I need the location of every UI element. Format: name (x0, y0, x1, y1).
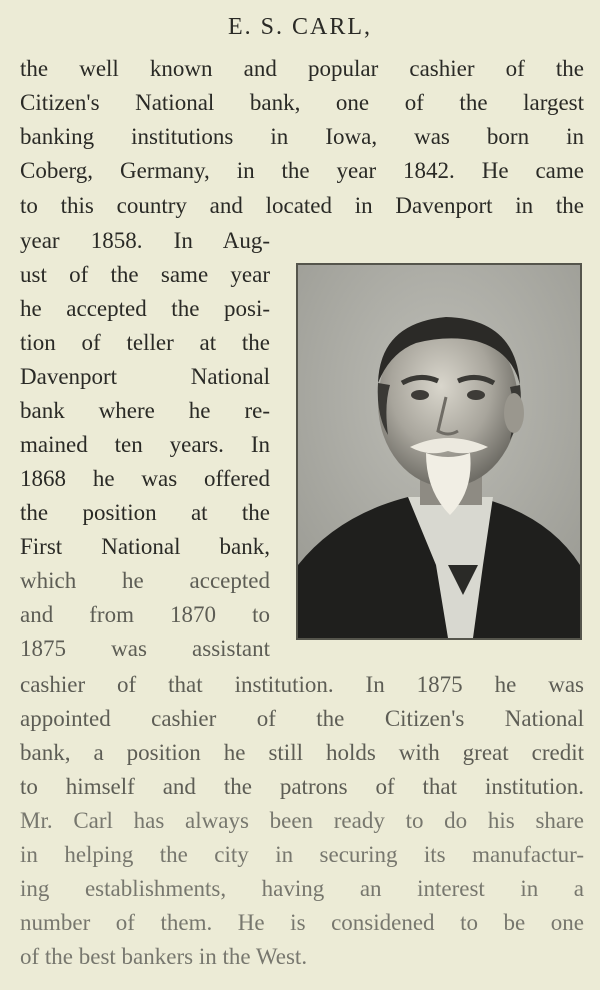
text-line: appointed cashier of the Citizen's National (20, 706, 584, 731)
text-line: mained ten years. In (20, 432, 270, 457)
text-line: in helping the city in securing its manufactur- (20, 842, 584, 867)
text-line: to himself and the patrons of that institution. (20, 774, 584, 799)
text-line: Mr. Carl has always been ready to do his share (20, 808, 584, 833)
text-line: which he accepted (20, 568, 270, 593)
text-line: tion of teller at the (20, 330, 270, 355)
text-line: bank where he re- (20, 398, 270, 423)
text-line: number of them. He is considened to be one (20, 910, 584, 935)
text-line: ust of the same year (20, 262, 270, 287)
text-line: Davenport National (20, 364, 270, 389)
text-line: bank, a position he still holds with great credit (20, 740, 584, 765)
text-line: First National bank, (20, 534, 270, 559)
text-line: ing establishments, having an interest in a (20, 876, 584, 901)
text-line: Citizen's National bank, one of the largest (20, 90, 584, 115)
text-line: of the best bankers in the West. (20, 944, 308, 969)
text-line: banking institutions in Iowa, was born in (20, 124, 584, 149)
text-line: the position at the (20, 500, 270, 525)
portrait-photo (296, 263, 582, 640)
text-line: 1875 was assistant (20, 636, 270, 661)
text-line: year 1858. In Aug- (20, 228, 270, 253)
portrait-illustration (298, 265, 580, 638)
text-line: cashier of that institution. In 1875 he was (20, 672, 584, 697)
text-line: to this country and located in Davenport in the (20, 193, 584, 218)
text-line: Coberg, Germany, in the year 1842. He came (20, 158, 584, 183)
text-line: he accepted the posi- (20, 296, 270, 321)
text-line: 1868 he was offered (20, 466, 270, 491)
biography-title: E. S. CARL, (227, 14, 372, 40)
text-line: and from 1870 to (20, 602, 270, 627)
text-line: the well known and popular cashier of the (20, 56, 584, 81)
